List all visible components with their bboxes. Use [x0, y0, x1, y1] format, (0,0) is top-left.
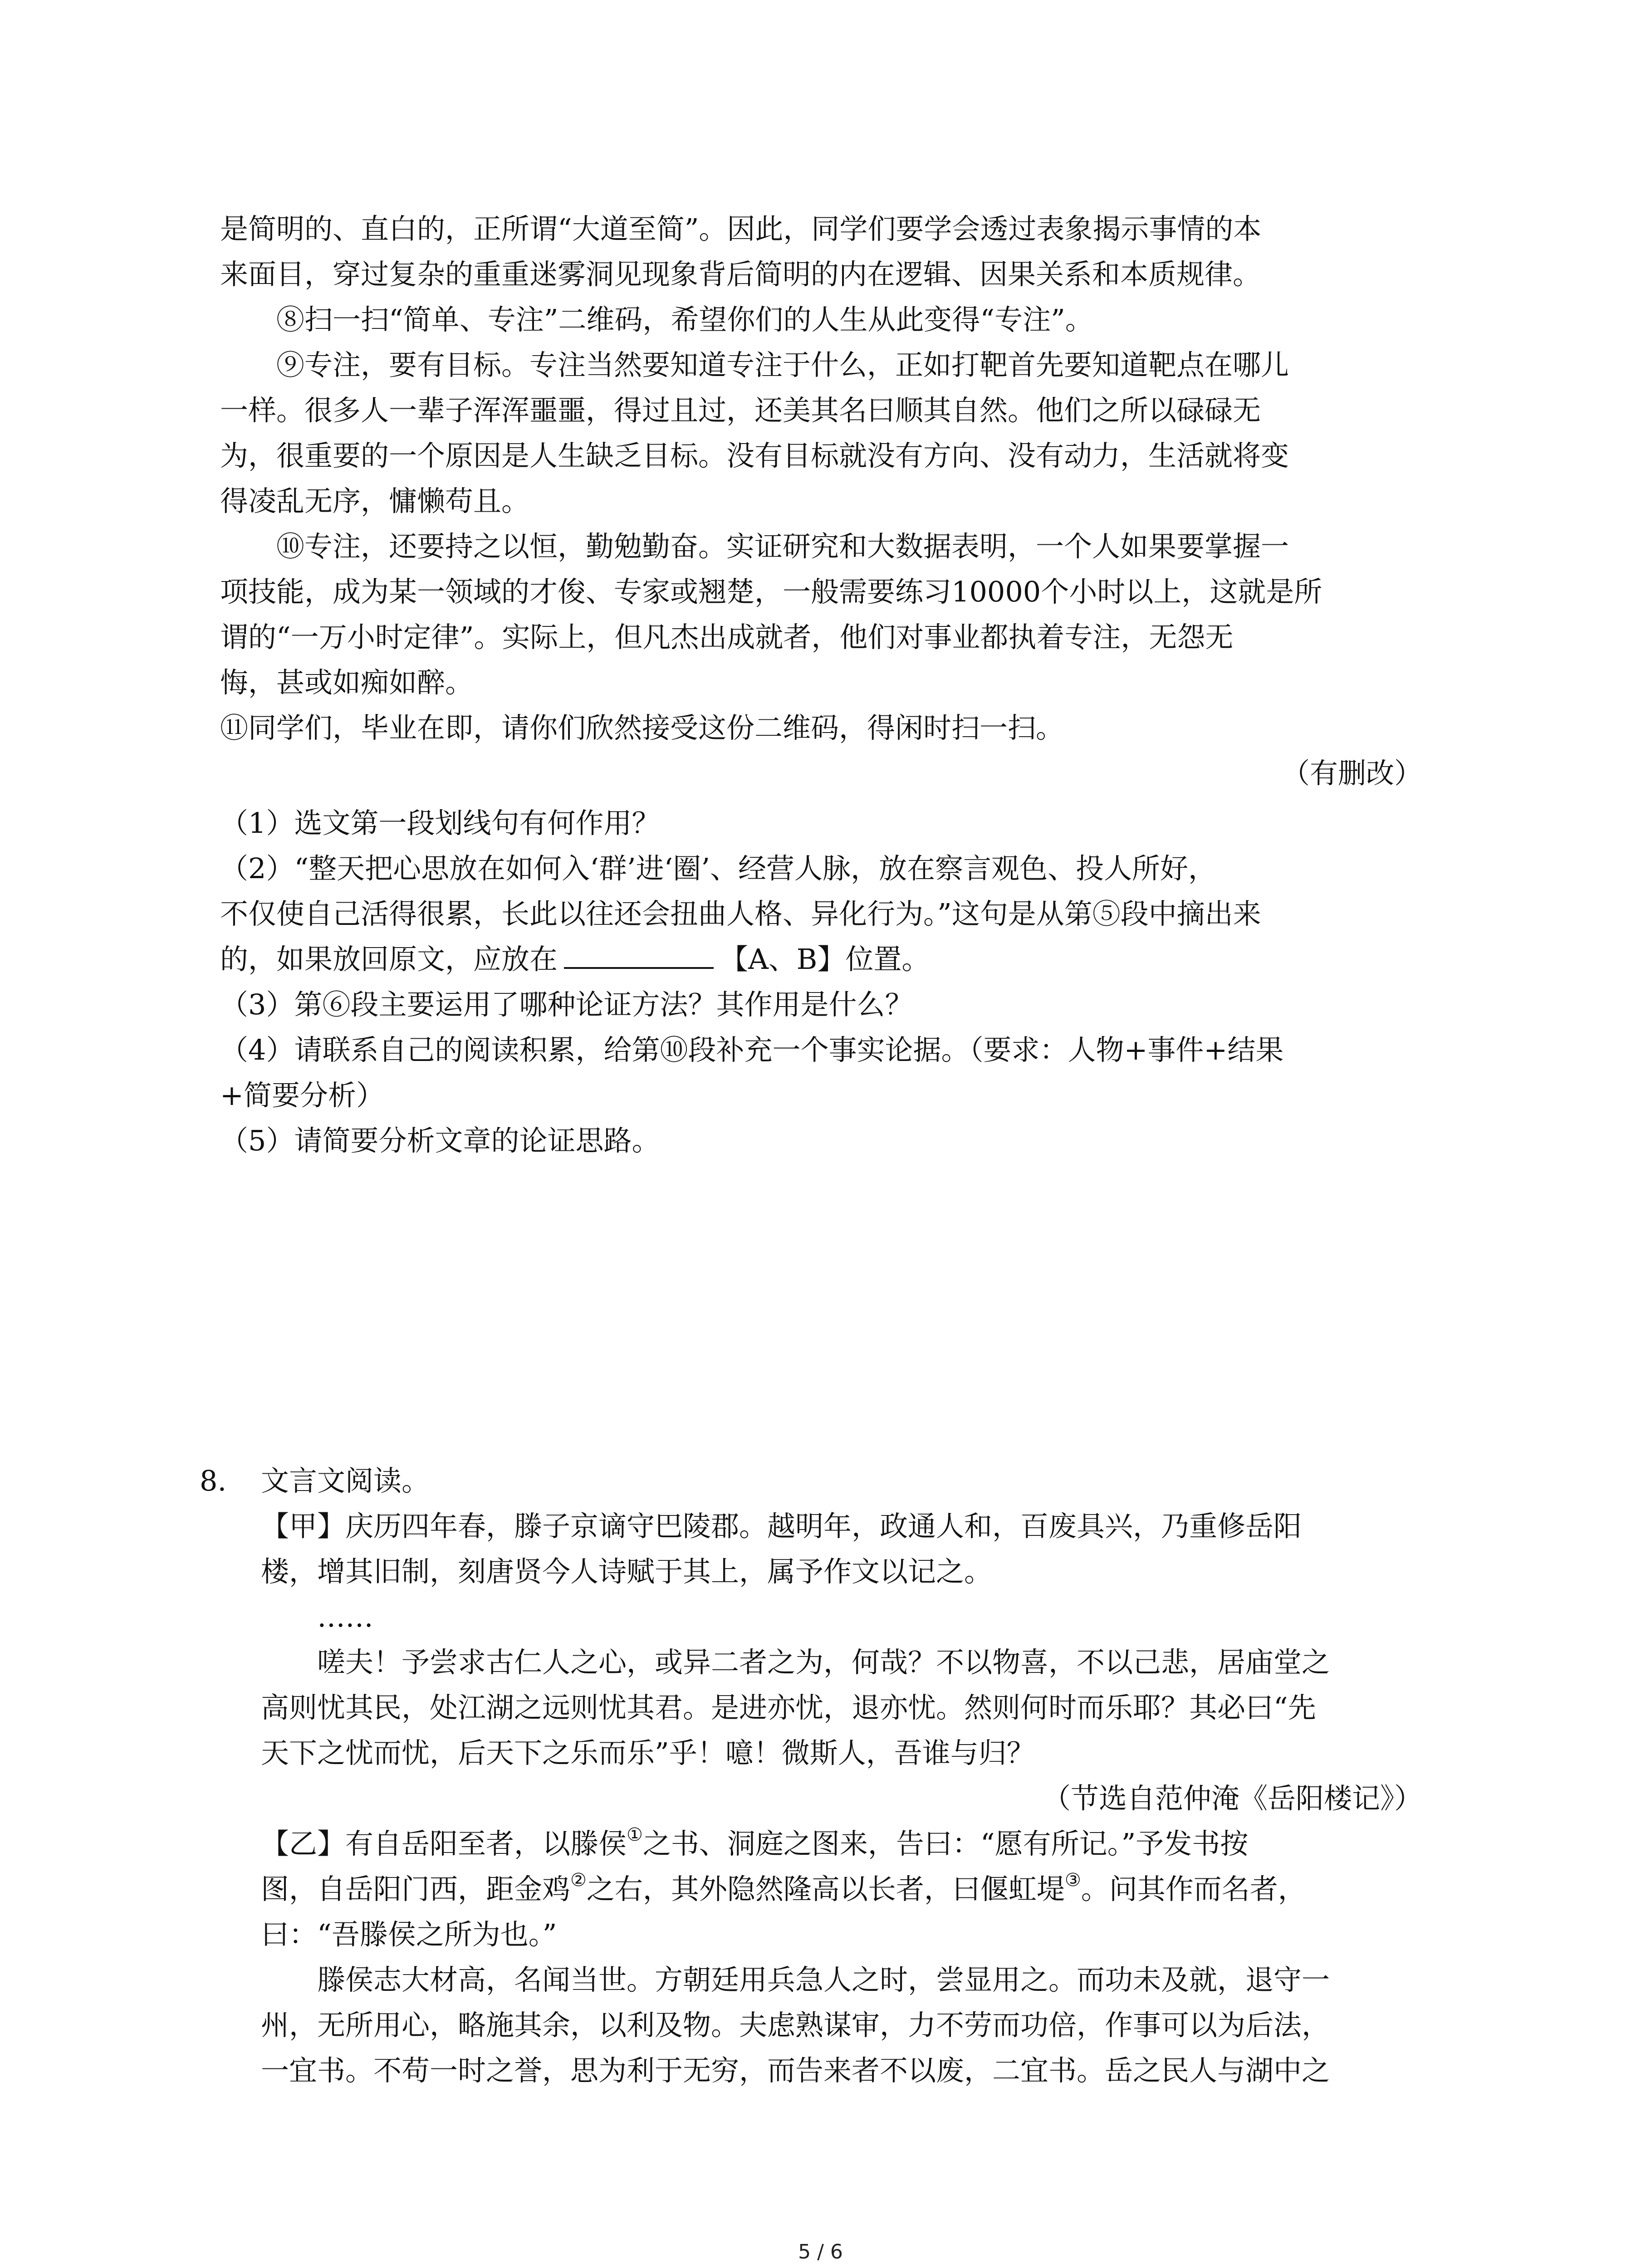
- jia-source: （节选自范仲淹《岳阳楼记》）: [1042, 1782, 1422, 1815]
- paragraph-continued-line-2: 来面目，穿过复杂的重重迷雾洞见现象背后简明的内在逻辑、因果关系和本质规律。: [220, 258, 1261, 291]
- page-number: 5 / 6: [798, 2240, 843, 2263]
- yi-p2-line-3: 一宜书。不苟一时之誉，思为利于无穷，而告来者不以废，二宜书。岳之民人与湖中之: [261, 2054, 1330, 2087]
- question-2-line-1: （2）“整天把心思放在如何入‘群’进‘圈’、经营人脉，放在察言观色、投人所好，: [220, 852, 1216, 885]
- yi-line-2: [261, 1867, 1422, 1912]
- source-note: （有删改）: [1281, 757, 1422, 790]
- question-2-text-before-blank: 的，如果放回原文，应放在: [220, 943, 558, 976]
- answer-blank[interactable]: [564, 937, 714, 969]
- footnote-marker-3: ③: [1064, 1870, 1081, 1891]
- paragraph-10-line-3: 谓的“一万小时定律”。实际上，但凡杰出成就者，他们对事业都执着专注，无怨无: [220, 621, 1234, 654]
- section-8: [261, 1458, 1422, 2093]
- jia-line-1: 【甲】庆历四年春，滕子京谪守巴陵郡。越明年，政通人和，百废具兴，乃重修岳阳: [261, 1510, 1302, 1543]
- question-2-line-2: 不仅使自己活得很累，长此以往还会扭曲人格、异化行为。”这句是从第⑤段中摘出来: [220, 897, 1261, 930]
- jia-p2-line-3: 天下之忧而忧，后天下之乐而乐”乎！噫！微斯人，吾谁与归？: [261, 1736, 1035, 1769]
- yi-line-2-text-b: 之右，其外隐然隆高以长者，曰偃虹堤: [586, 1872, 1065, 1906]
- paragraph-11: ⑪同学们，毕业在即，请你们欣然接受这份二维码，得闲时扫一扫。: [220, 711, 1064, 744]
- paragraph-9-line-2: 一样。很多人一辈子浑浑噩噩，得过且过，还美其名曰顺其自然。他们之所以碌碌无: [220, 394, 1261, 427]
- paragraph-10-line-4: 悔，甚或如痴如醉。: [220, 666, 474, 699]
- footnote-marker-1: ①: [627, 1824, 643, 1846]
- yi-p2-line-1: 滕侯志大材高，名闻当世。方朝廷用兵急人之时，尝显用之。而功未及就，退守一: [317, 1963, 1330, 1996]
- jia-p2-line-2: 高则忧其民，处江湖之远则忧其君。是进亦忧，退亦忧。然则何时而乐耶？其必曰“先: [261, 1691, 1316, 1724]
- paragraph-9-line-1: ⑨专注，要有目标。专注当然要知道专注于什么，正如打靶首先要知道靶点在哪儿: [276, 348, 1289, 381]
- questions-block: [220, 801, 1422, 1163]
- paragraph-8: ⑧扫一扫“简单、专注”二维码，希望你们的人生从此变得“专注”。: [276, 303, 1093, 336]
- yi-line-1: [261, 1821, 1422, 1867]
- passage-top: [220, 206, 1422, 796]
- question-4-line-1: （4）请联系自己的阅读积累，给第⑩段补充一个事实论据。（要求：人物+事件+结果: [220, 1033, 1284, 1066]
- jia-p2-line-1: 嗟夫！予尝求古仁人之心，或异二者之为，何哉？不以物喜，不以己悲，居庙堂之: [317, 1646, 1330, 1679]
- paragraph-10-line-2: 项技能，成为某一领域的才俊、专家或翘楚，一般需要练习10000个小时以上，这就是所: [220, 575, 1323, 608]
- question-5: （5）请简要分析文章的论证思路。: [220, 1124, 660, 1157]
- question-3: （3）第⑥段主要运用了哪种论证方法？其作用是什么？: [220, 988, 913, 1021]
- question-number: 8.: [200, 1464, 227, 1497]
- yi-line-1-text-a: 【乙】有自岳阳至者，以滕侯: [261, 1827, 627, 1860]
- question-4-line-2: +简要分析）: [220, 1079, 384, 1112]
- section-title: 文言文阅读。: [261, 1464, 430, 1497]
- ellipsis: ……: [317, 1600, 373, 1633]
- question-2-line-3: [220, 937, 1422, 982]
- question-1: （1）选文第一段划线句有何作用？: [220, 807, 660, 840]
- paragraph-9-line-4: 得凌乱无序，慵懒苟且。: [220, 484, 530, 518]
- paragraph-9-line-3: 为，很重要的一个原因是人生缺乏目标。没有目标就没有方向、没有动力，生活就将变: [220, 439, 1289, 472]
- yi-line-2-text-c: 。问其作而名者，: [1081, 1872, 1306, 1906]
- paragraph-continued-line-1: 是简明的、直白的，正所谓“大道至简”。因此，同学们要学会透过表象揭示事情的本: [220, 212, 1262, 245]
- question-2-text-after-blank: 【A、B】位置。: [720, 943, 930, 976]
- yi-line-3: 曰：“吾滕侯之所为也。”: [261, 1918, 557, 1951]
- footnote-marker-2: ②: [570, 1870, 587, 1891]
- yi-line-1-text-b: 之书、洞庭之图来，告曰：“愿有所记。”予发书按: [642, 1827, 1249, 1860]
- jia-line-2: 楼，增其旧制，刻唐贤今人诗赋于其上，属予作文以记之。: [261, 1555, 993, 1588]
- yi-line-2-text-a: 图，自岳阳门西，距金鸡: [261, 1872, 571, 1906]
- paragraph-10-line-1: ⑩专注，还要持之以恒，勤勉勤奋。实证研究和大数据表明，一个人如果要掌握一: [276, 530, 1289, 563]
- yi-p2-line-2: 州，无所用心，略施其余，以利及物。夫虑熟谋审，力不劳而功倍，作事可以为后法，: [261, 2009, 1330, 2042]
